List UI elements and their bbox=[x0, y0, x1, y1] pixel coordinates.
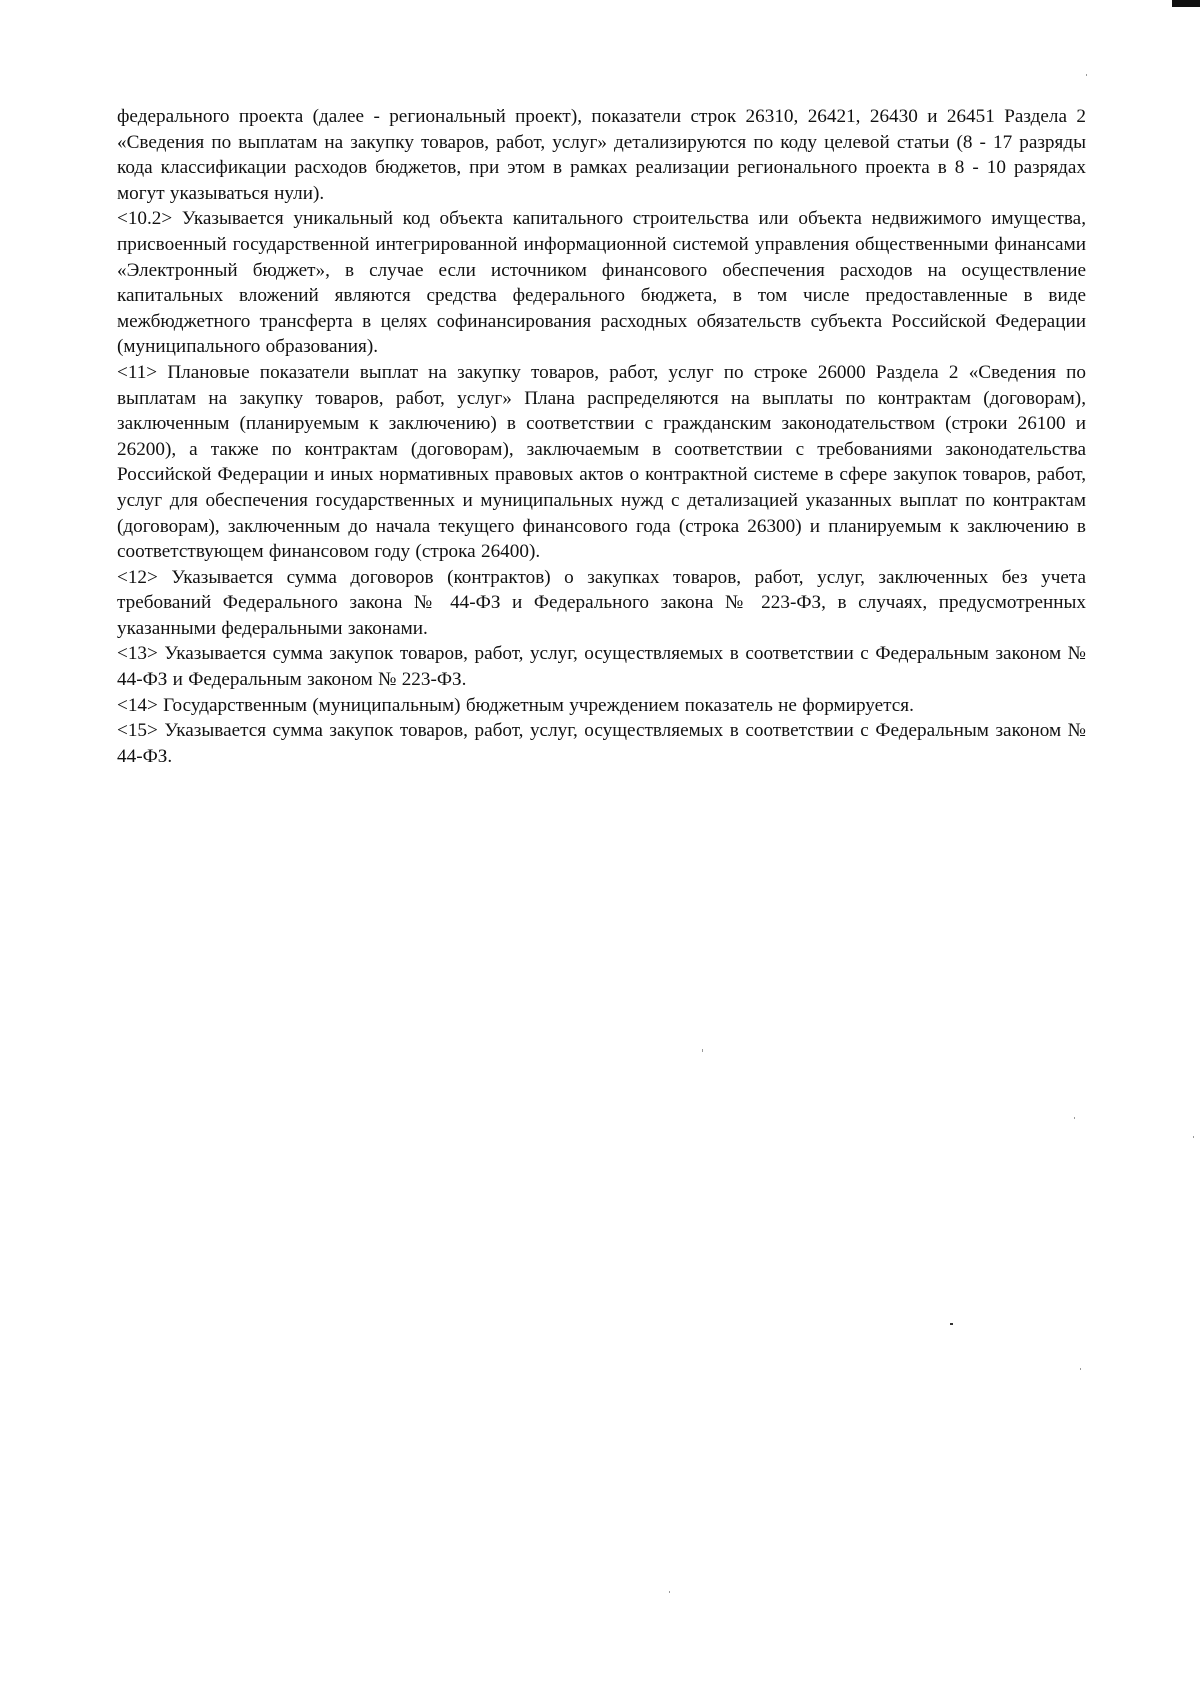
scan-speck bbox=[1074, 1117, 1075, 1119]
footnote-12: <12> Указывается сумма договоров (контрактов) о закупках товаров, работ, услуг, заключенных без учета требований Федерального закона № 44-ФЗ и Федерального закона № 223-ФЗ, в случаях, предусмотренных указанными федеральными законами. bbox=[117, 566, 1086, 639]
document-body bbox=[117, 104, 1086, 769]
scan-speck bbox=[1193, 1136, 1194, 1138]
footnote-14: <14> Государственным (муниципальным) бюджетным учреждением показатель не формируется. bbox=[117, 694, 914, 716]
footnote-10-2: <10.2> Указывается уникальный код объекта капитального строительства или объекта недвижимого имущества, присвоенный государственной интегрированной информационной системой управления общественными финансами «Электронный бюджет», в случае если источником финансового обеспечения расходов на осуществление капитальных вложений являются средства федерального бюджета, в том числе предоставленные в виде межбюджетного трансферта в целях софинансирования расходных обязательств субъекта Российской Федерации (муниципального образования). bbox=[117, 208, 1086, 358]
scan-speck bbox=[950, 1323, 953, 1325]
scan-speck bbox=[669, 1591, 670, 1593]
footnote-13: <13> Указывается сумма закупок товаров, работ, услуг, осуществляемых в соответствии с Федеральным законом № 44-ФЗ и Федеральным законом № 223-ФЗ. bbox=[117, 643, 1086, 691]
scan-speck bbox=[702, 1049, 703, 1052]
scan-corner-mark bbox=[1172, 0, 1200, 7]
scan-speck bbox=[1080, 1368, 1081, 1370]
scan-speck bbox=[1086, 74, 1087, 76]
paragraph-regional-project: федерального проекта (далее - региональный проект), показатели строк 26310, 26421, 26430 и 26451 Раздела 2 «Сведения по выплатам на закупку товаров, работ, услуг» детализируются по коду целевой статьи (8 - 17 разряды кода классификации расходов бюджетов, при этом в рамках реализации регионального проекта в 8 - 10 разрядах могут указываться нули). bbox=[117, 106, 1086, 204]
footnote-11: <11> Плановые показатели выплат на закупку товаров, работ, услуг по строке 26000 Раздела 2 «Сведения по выплатам на закупку товаров, работ, услуг» Плана распределяются на выплаты по контрактам (договорам), заключенным (планируемым к заключению) в соответствии с гражданским законодательством (строки 26100 и 26200), а также по контрактам (договорам), заключаемым в соответствии с требованиями законодательства Российской Федерации и иных нормативных правовых актов о контрактной системе в сфере закупок товаров, работ, услуг для обеспечения государственных и муниципальных нужд с детализацией указанных выплат по контрактам (договорам), заключенным до начала текущего финансового года (строка 26300) и планируемым к заключению в соответствующем финансовом году (строка 26400). bbox=[117, 361, 1086, 563]
footnote-15: <15> Указывается сумма закупок товаров, работ, услуг, осуществляемых в соответствии с Федеральным законом № 44-ФЗ. bbox=[117, 720, 1086, 767]
